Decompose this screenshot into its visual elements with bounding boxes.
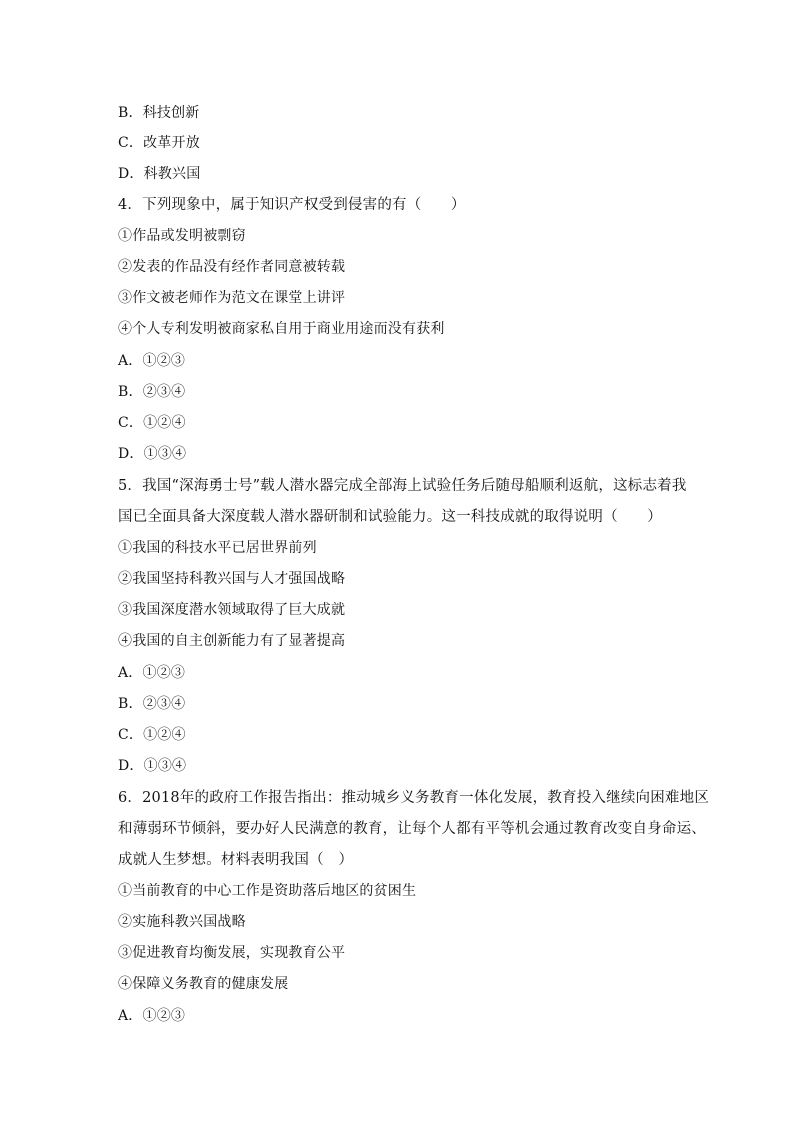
q4-stem: 4．下列现象中，属于知识产权受到侵害的有（ ） [118, 197, 466, 213]
q6-stem-line-1: 6．2018年的政府工作报告指出：推动城乡义务教育一体化发展，教育投入继续向困难地区 [118, 790, 710, 806]
q4-option-c: C．①②④ [118, 415, 186, 431]
q6-stem-line-3: 成就人生梦想。材料表明我国（ ） [118, 852, 354, 868]
q5-statement-2: ②我国坚持科教兴国与人才强国战略 [118, 571, 346, 587]
q5-option-d: D．①③④ [118, 758, 187, 774]
q5-option-b: B．②③④ [118, 696, 186, 712]
q4-option-a: A．①②③ [118, 353, 186, 369]
q6-statement-1: ①当前教育的中心工作是资助落后地区的贫困生 [118, 883, 417, 899]
q6-statement-4: ④保障义务教育的健康发展 [118, 976, 289, 992]
q4-option-b: B．②③④ [118, 384, 186, 400]
q5-statement-3: ③我国深度潜水领域取得了巨大成就 [118, 602, 346, 618]
q5-stem-line-2: 国已全面具备大深度载人潜水器研制和试验能力。这一科技成就的取得说明（ ） [118, 509, 662, 525]
q6-statement-2: ②实施科教兴国战略 [118, 914, 246, 930]
q6-option-a: A．①②③ [118, 1008, 186, 1024]
q6-stem-line-2: 和薄弱环节倾斜，要办好人民满意的教育，让每个人都有平等机会通过教育改变自身命运、 [118, 821, 706, 837]
q3-option-d: D．科教兴国 [118, 166, 201, 182]
q5-statement-1: ①我国的科技水平已居世界前列 [118, 540, 317, 556]
q3-option-b: B．科技创新 [118, 105, 200, 121]
q5-option-c: C．①②④ [118, 727, 186, 743]
q4-statement-3: ③作文被老师作为范文在课堂上讲评 [118, 290, 346, 306]
q4-statement-2: ②发表的作品没有经作者同意被转载 [118, 259, 346, 275]
q5-stem-line-1: 5．我国“深海勇士号”载人潜水器完成全部海上试验任务后随母船顺利返航，这标志着我 [118, 478, 687, 494]
q4-statement-4: ④个人专利发明被商家私自用于商业用途而没有获利 [118, 321, 445, 337]
q3-option-c: C．改革开放 [118, 135, 200, 151]
q5-statement-4: ④我国的自主创新能力有了显著提高 [118, 633, 346, 649]
q5-option-a: A．①②③ [118, 665, 186, 681]
q6-statement-3: ③促进教育均衡发展，实现教育公平 [118, 945, 346, 961]
q4-option-d: D．①③④ [118, 446, 187, 462]
q4-statement-1: ①作品或发明被剽窃 [118, 228, 246, 244]
